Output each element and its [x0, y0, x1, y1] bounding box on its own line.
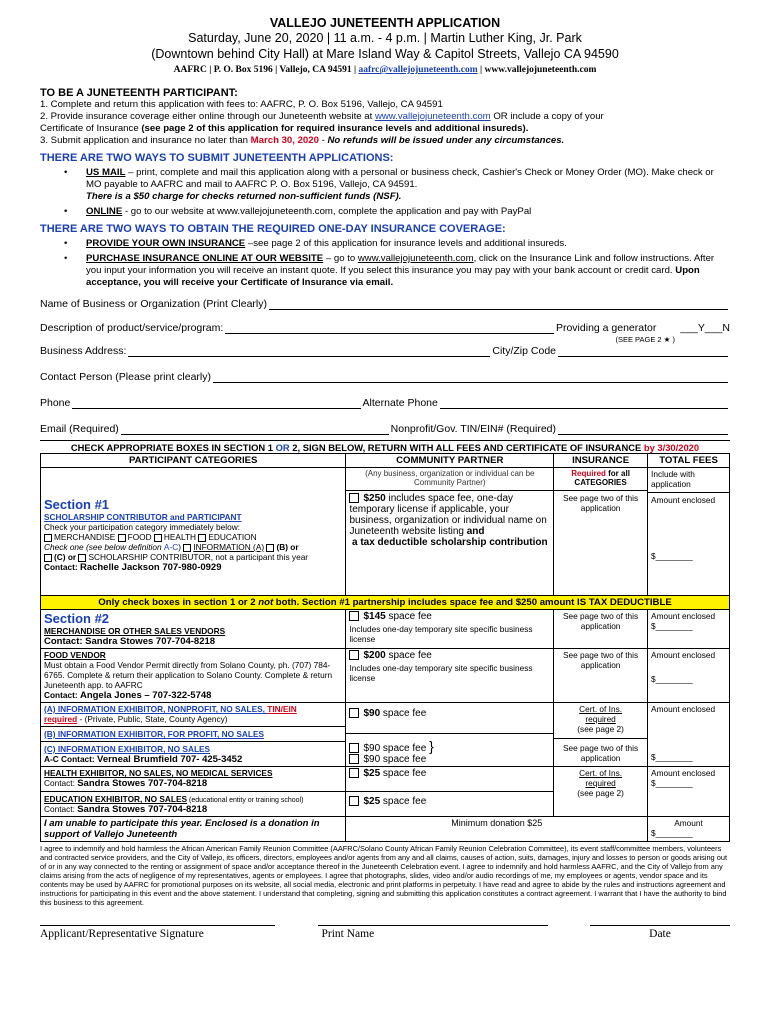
donation-amount: Amount — [674, 818, 703, 828]
check-one-ac: A-C — [163, 542, 179, 552]
alt-phone-label: Alternate Phone — [362, 397, 438, 409]
alt-phone-line[interactable] — [440, 397, 728, 409]
signature-row — [40, 925, 730, 940]
donation-row — [41, 817, 730, 842]
information-checkbox[interactable] — [183, 544, 191, 552]
address-label: Business Address: — [40, 345, 127, 357]
address-line[interactable] — [128, 345, 490, 357]
exhibitor-a-checkbox[interactable] — [349, 708, 359, 718]
website-text: | www.vallejojuneteenth.com — [480, 65, 597, 75]
description-label: Description of product/service/program: — [40, 322, 224, 334]
section1-fee-desc: includes space fee, one-day temporary license if applicable, your business, organization or individual name on Juneteenth website listing — [349, 493, 547, 537]
online-text: - go to our website at www.vallejojuneteenth.com, complete the application and pay with PayPal — [122, 206, 532, 217]
food-contact — [44, 690, 342, 701]
section1-fee: $250 — [363, 493, 386, 504]
health-edu-fees-cell — [346, 767, 554, 817]
participant-heading: TO BE A JUNETEENTH PARTICIPANT: — [40, 87, 238, 99]
print-name[interactable]: Print Name — [318, 925, 548, 940]
contact-value: Rachelle Jackson 707-980-0929 — [79, 562, 222, 573]
education-label: EDUCATION — [208, 532, 257, 542]
health-dollar[interactable]: $________ — [651, 778, 693, 788]
generator-label: Providing a generator — [555, 322, 657, 334]
step-3-dash: - — [318, 135, 328, 146]
categories-table — [40, 453, 730, 842]
merch-sub: Includes one-day temporary site specific business license — [349, 624, 533, 644]
indemnity-agreement: I agree to indemnify and hold harmless the African American Family Reunion Committee (AAFRC/Solano County African Family Reunion Celebration Committee), its event staff/committee members, volunteers and contracted service providers, and the City of Vallejo, its officers, directors, employees and/or agents from any and all claims, causes of action, suits, damages, injury and losses to person or goods arising out of or in any way connected to the renting or assignment of space and/or acceptance thereof in the Juneteenth Celebration event. I agree to indemnify and hold harmless AAFRC, and the City of Vallejo from any claims arising from the acts of negligence of my representatives, agents or employees. I agree that photographs, slides, video and/or audio recordings of me, my employees or agents, vendor space and its contents may be used by AAFRC for promotional purposes on its website, all social media, electronic and print platforms in perpetuity. I have read and agree to abide by the rules and instructions agreement and instructions for participating in this event and the above statement. I understand that completing, signing and submitting this application constitutes a contract agreement. I warrant that I have the authority to bind this business to this agreement. — [40, 844, 727, 907]
insurance-heading: THERE ARE TWO WAYS TO OBTAIN THE REQUIRED ONE-DAY INSURANCE COVERAGE: — [40, 223, 506, 235]
insurance-own-item — [64, 238, 730, 250]
contact-address — [40, 65, 730, 75]
food-contact-label: Contact: — [44, 690, 80, 700]
exhibitor-contact-value: Verneal Brumfield 707- 425-3452 — [97, 754, 243, 765]
section1-see-page: See page two of this application — [562, 493, 639, 513]
section1-community — [346, 468, 554, 596]
generator-yn[interactable]: ___Y___N — [680, 322, 730, 334]
col-community: COMMUNITY PARTNER — [346, 454, 554, 468]
submit-online-item — [64, 206, 730, 218]
see-page-note: (SEE PAGE 2 ★ ) — [615, 335, 675, 344]
contact-line[interactable] — [213, 371, 728, 383]
step-2 — [40, 111, 730, 123]
step-3-text: 3. Submit application and insurance no later than — [40, 135, 251, 146]
phone-row — [40, 397, 730, 409]
submit-heading: THERE ARE TWO WAYS TO SUBMIT JUNETEENTH APPLICATIONS: — [40, 152, 394, 164]
section1-fee-text — [349, 493, 550, 537]
c-checkbox[interactable] — [44, 554, 52, 562]
edu-note: (educational entity or training school) — [187, 797, 304, 804]
exhibitor-see-page: See page two of this application — [562, 743, 639, 763]
min-donation: Minimum donation $25 — [346, 817, 648, 842]
section1-and: and — [466, 526, 485, 537]
edu-heading-row — [44, 794, 342, 804]
exhibitor-b-fee — [349, 738, 550, 754]
c-label: (C) or — [54, 552, 77, 562]
applicant-signature[interactable]: Applicant/Representative Signature — [40, 925, 275, 940]
contact-label: Contact: — [44, 562, 80, 572]
fees-include: Include with application — [651, 469, 695, 489]
merch-dollar[interactable]: $________ — [651, 621, 693, 631]
merch-checkbox[interactable] — [349, 611, 359, 621]
banner-not: not — [258, 597, 274, 608]
section2-title: Section #2 — [44, 611, 110, 626]
check-heading-b: 2, SIGN BELOW, RETURN WITH ALL FEES AND CERTIFICATE OF INSURANCE — [289, 442, 644, 453]
address-text: AAFRC | P. O. Box 5196 | Vallejo, CA 94591 | — [173, 65, 357, 75]
merch-contact: Contact: Sandra Stowes 707-704-8218 — [44, 636, 216, 647]
merch-space-fee: space fee — [385, 611, 432, 622]
description-row — [40, 322, 730, 334]
food-contact-value: Angela Jones – 707-322-5748 — [79, 690, 212, 701]
description-line[interactable] — [225, 322, 554, 334]
section2-health — [41, 767, 346, 817]
food-fee-amount: $200 — [363, 650, 386, 661]
food-fees — [648, 649, 730, 703]
food-amount: Amount enclosed — [651, 650, 716, 660]
edu-fee-checkbox[interactable] — [349, 796, 359, 806]
step-2-text-b: OR include a copy of your — [490, 111, 604, 122]
insurance-note — [557, 469, 644, 487]
section1-instruction: Check your participation category immediately below: — [44, 522, 240, 532]
health-checkbox[interactable] — [154, 534, 162, 542]
section1-row — [41, 468, 730, 596]
health-contact — [44, 778, 342, 789]
step-2-cont-text: Certificate of Insurance — [40, 123, 142, 134]
check-one-close: ) — [178, 542, 184, 552]
applicant-fields — [40, 298, 730, 435]
health-cert-see: (see page 2) — [577, 788, 624, 798]
information-label: INFORMATION (A) — [193, 542, 265, 552]
exhibitor-a — [44, 704, 342, 724]
section2-food-row — [41, 649, 730, 703]
merch-fees — [648, 610, 730, 649]
cert-see: (see page 2) — [577, 724, 624, 734]
food-label: FOOD — [127, 532, 152, 542]
banner-b: both. Section #1 partnership includes space fee and $250 amount IS TAX DEDUCTIBLE — [273, 597, 672, 608]
merch-fee-amount: $145 — [363, 611, 386, 622]
purchase-insurance-label: PURCHASE INSURANCE ONLINE AT OUR WEBSITE — [86, 253, 324, 264]
section1-fees — [648, 468, 730, 596]
contact-label: Contact Person (Please print clearly) — [40, 371, 211, 383]
banner-a: Only check boxes in section 1 or 2 — [98, 597, 259, 608]
exhibitor-b-checkbox[interactable] — [349, 743, 359, 753]
exhibitor-contact — [44, 754, 342, 765]
exhibitor-c: (C) INFORMATION EXHIBITOR, NO SALES — [44, 744, 211, 754]
health-heading: HEALTH EXHIBITOR, NO SALES, NO MEDICAL SERVICES — [44, 768, 273, 778]
merch-insurance: See page two of this application — [554, 610, 648, 649]
food-fee-cell — [346, 649, 554, 703]
business-name-line[interactable] — [269, 298, 728, 310]
cert-required: required — [585, 714, 616, 724]
purchase-link[interactable]: www.vallejojuneteenth.com — [357, 253, 474, 264]
exhibitor-a-space: space fee — [380, 708, 427, 719]
edu-contact-value: Sandra Stowes 707-704-8218 — [77, 804, 208, 815]
email-label: Email (Required) — [40, 423, 119, 435]
email-link[interactable]: aafrc@vallejojuneteenth.com — [358, 65, 478, 75]
exhibitor-b: (B) INFORMATION EXHIBITOR, FOR PROFIT, NO SALES — [44, 729, 265, 739]
food-heading: FOOD VENDOR — [44, 650, 106, 660]
health-contact-value: Sandra Stowes 707-704-8218 — [77, 778, 208, 789]
section1-amount: Amount enclosed — [651, 495, 716, 505]
own-insurance-text: –see page 2 of this application for insurance levels and additional insureds. — [245, 238, 567, 249]
exhibitor-dollar[interactable]: $________ — [651, 752, 693, 762]
banner-text — [41, 596, 730, 610]
online-label: ONLINE — [86, 206, 123, 217]
food-space-fee: space fee — [385, 650, 432, 661]
food-fee — [349, 650, 550, 661]
tin-line[interactable] — [558, 423, 728, 435]
contact-row — [40, 371, 730, 383]
section1-fee-checkbox[interactable] — [349, 493, 359, 503]
insurance-list — [64, 238, 730, 289]
edu-fee-amount: $25 — [363, 796, 381, 807]
food-fee-checkbox[interactable] — [349, 650, 359, 660]
merch-fee — [349, 611, 550, 622]
step-2-text: 2. Provide insurance coverage either online through our Juneteenth website at — [40, 111, 375, 122]
exhibitor-c-fee-amount: $90 — [363, 754, 381, 765]
header — [40, 16, 730, 75]
scholarship-checkbox[interactable] — [78, 554, 86, 562]
section2-merch — [41, 610, 346, 649]
section1-dollar[interactable]: $________ — [651, 551, 693, 561]
cert-ins: Cert. of Ins. — [579, 704, 623, 714]
health-insurance — [554, 767, 648, 817]
purchase-text-2: , click on the Insurance Link and follow instructions. After you input your information you will receive an instant quote. If you select this insurance you may pay with your bank account or credit card. — [86, 253, 715, 276]
health-cert-ins: Cert. of Ins. — [579, 768, 623, 778]
website-link[interactable]: www.vallejojuneteenth.com — [374, 111, 491, 122]
nsf-note: There is a $50 charge for checks returned non-sufficient funds (NSF). — [86, 191, 402, 202]
exhibitor-insurance — [554, 703, 648, 767]
donation-dollar[interactable]: $________ — [651, 828, 693, 838]
business-name-row — [40, 298, 730, 310]
health-amount: Amount enclosed — [651, 768, 716, 778]
city-zip-line[interactable] — [558, 345, 728, 357]
check-one-text: Check one (see below definition — [44, 542, 164, 552]
section1-contact — [44, 562, 342, 573]
address-row — [40, 345, 730, 357]
health-fees — [648, 767, 730, 817]
check-boxes-heading — [40, 440, 730, 453]
col-participant: PARTICIPANT CATEGORIES — [41, 454, 346, 468]
insurance-categories: for all CATEGORIES — [574, 469, 630, 487]
b-label: (B) or — [276, 542, 299, 552]
section1-scholarship — [44, 552, 342, 562]
date-field[interactable]: Date — [590, 925, 730, 940]
section1-categories — [41, 468, 346, 596]
merch-amount: Amount enclosed — [651, 611, 716, 621]
edu-heading: EDUCATION EXHIBITOR, NO SALES — [44, 794, 188, 804]
exhibitor-c-space: space fee — [380, 754, 427, 765]
food-checkbox[interactable] — [118, 534, 126, 542]
section2-exhibitors — [41, 703, 346, 767]
health-fee-amount: $25 — [363, 768, 381, 779]
health-contact-label: Contact: — [44, 778, 78, 788]
section2-health-row — [41, 767, 730, 817]
participant-steps — [40, 99, 730, 147]
deadline-date: March 30, 2020 — [250, 135, 319, 146]
submit-mail-item — [64, 167, 730, 203]
exhibitor-a-required: required — [44, 714, 78, 724]
email-row — [40, 423, 730, 435]
food-dollar[interactable]: $________ — [651, 674, 693, 684]
event-location-line: (Downtown behind City Hall) at Mare Island Way & Capitol Streets, Vallejo CA 94590 — [151, 47, 619, 61]
purchase-text: – go to — [323, 253, 358, 264]
exhibitor-b-space: space fee — [380, 743, 427, 754]
own-insurance-label: PROVIDE YOUR OWN INSURANCE — [86, 238, 246, 249]
check-heading-a: CHECK APPROPRIATE BOXES IN SECTION 1 — [70, 442, 276, 453]
exhibitor-fees — [648, 703, 730, 767]
exhibitor-a-fee — [349, 708, 550, 719]
section1-check-one — [44, 542, 342, 552]
banner-row — [41, 596, 730, 610]
b-checkbox[interactable] — [266, 544, 274, 552]
community-subtitle: (Any business, organization or individual can be Community Partner) — [365, 469, 535, 487]
section2-merch-row — [41, 610, 730, 649]
step-1: 1. Complete and return this application with fees to: AAFRC, P. O. Box 5196, Vallejo, CA 94591 — [40, 99, 443, 110]
merchandise-checkbox[interactable] — [44, 534, 52, 542]
scholarship-label: SCHOLARSHIP CONTRIBUTOR, not a participant this year — [88, 552, 309, 562]
exhibitor-c-fee — [349, 754, 550, 765]
section1-title: Section #1 — [44, 497, 110, 512]
submit-list — [64, 167, 730, 218]
section1-subtitle: SCHOLARSHIP CONTRIBUTOR and PARTICIPANT — [44, 512, 242, 522]
event-date-line: Saturday, June 20, 2020 | 11 a.m. - 4 p.m. | Martin Luther King, Jr. Park — [188, 31, 582, 45]
edu-fee — [349, 796, 550, 807]
check-heading-date: by 3/30/2020 — [643, 442, 700, 453]
food-insurance: See page two of this application — [554, 649, 648, 703]
purchase-bold: Upon acceptance, you will receive your Certificate of Insurance via email. — [86, 265, 700, 288]
food-sub: Includes one-day temporary site specific business license — [349, 663, 533, 683]
brace-icon: } — [429, 738, 434, 754]
email-line[interactable] — [121, 423, 389, 435]
business-name-label: Name of Business or Organization (Print Clearly) — [40, 298, 268, 310]
step-2-bold: (see page 2 of this application for required insurance levels and additional insureds). — [141, 123, 529, 134]
city-zip-label: City/Zip Code — [492, 345, 556, 357]
health-cert-required: required — [585, 778, 616, 788]
health-label: HEALTH — [163, 532, 197, 542]
health-space: space fee — [380, 768, 427, 779]
step-2-cont — [40, 123, 730, 135]
check-heading-or: OR — [275, 442, 290, 453]
exhibitor-a-label: (A) INFORMATION EXHIBITOR, NONPROFIT, NO SALES, — [44, 704, 268, 714]
food-text: Must obtain a Food Vendor Permit directly from Solano County, ph. (707) 784-6765. Complete & return their application to Solano County. Complete & return Juneteenth app. to AAFRC — [44, 660, 333, 690]
phone-line[interactable] — [72, 397, 360, 409]
section2-exhibitor-row — [41, 703, 730, 767]
merch-heading: MERCHANDISE OR OTHER SALES VENDORS — [44, 626, 226, 636]
exhibitor-a-text: - (Private, Public, State, County Agency) — [77, 714, 228, 724]
insurance-online-item — [64, 253, 730, 289]
tin-label: Nonprofit/Gov. TIN/EIN# (Required) — [390, 423, 556, 435]
education-checkbox[interactable] — [198, 534, 206, 542]
edu-space: space fee — [380, 796, 427, 807]
insurance-required: Required — [571, 469, 606, 478]
health-fee — [349, 768, 550, 779]
col-fees: TOTAL FEES — [648, 454, 730, 468]
page-title: VALLEJO JUNETEENTH APPLICATION — [269, 16, 501, 30]
col-insurance: INSURANCE — [554, 454, 648, 468]
merchandise-label: MERCHANDISE — [54, 532, 116, 542]
exhibitor-a-fee-amount: $90 — [363, 708, 381, 719]
exhibitor-fees-cell — [346, 703, 554, 767]
step-3 — [40, 135, 730, 147]
merch-fee-cell — [346, 610, 554, 649]
exhibitor-a-tin: TIN/EIN — [267, 704, 297, 714]
section1-insurance — [554, 468, 648, 596]
health-fee-checkbox[interactable] — [349, 768, 359, 778]
mail-label: US MAIL — [86, 167, 126, 178]
mail-text: – print, complete and mail this application along with a personal or business check, Cashier's Check or Money Order (MO). Make check or MO payable to AAFRC and mail to AAFRC P. O. Box 5196, Vallejo, CA 94591. — [86, 167, 714, 190]
exhibitor-contact-label: A-C Contact: — [44, 754, 98, 764]
edu-contact — [44, 804, 342, 815]
exhibitor-amount: Amount enclosed — [651, 704, 716, 714]
exhibitor-c-checkbox[interactable] — [349, 754, 359, 764]
donation-text: I am unable to participate this year. Enclosed is a donation in support of Vallejo Juneteenth — [41, 817, 346, 842]
section2-food — [41, 649, 346, 703]
section1-options — [44, 532, 342, 542]
no-refund-note: No refunds will be issued under any circumstances. — [327, 135, 565, 146]
exhibitor-b-fee-amount: $90 — [363, 743, 381, 754]
table-header-row — [41, 454, 730, 468]
phone-label: Phone — [40, 397, 71, 409]
section1-tax-note: a tax deductible scholarship contribution — [351, 537, 548, 548]
donation-fees — [648, 817, 730, 842]
edu-contact-label: Contact: — [44, 804, 78, 814]
